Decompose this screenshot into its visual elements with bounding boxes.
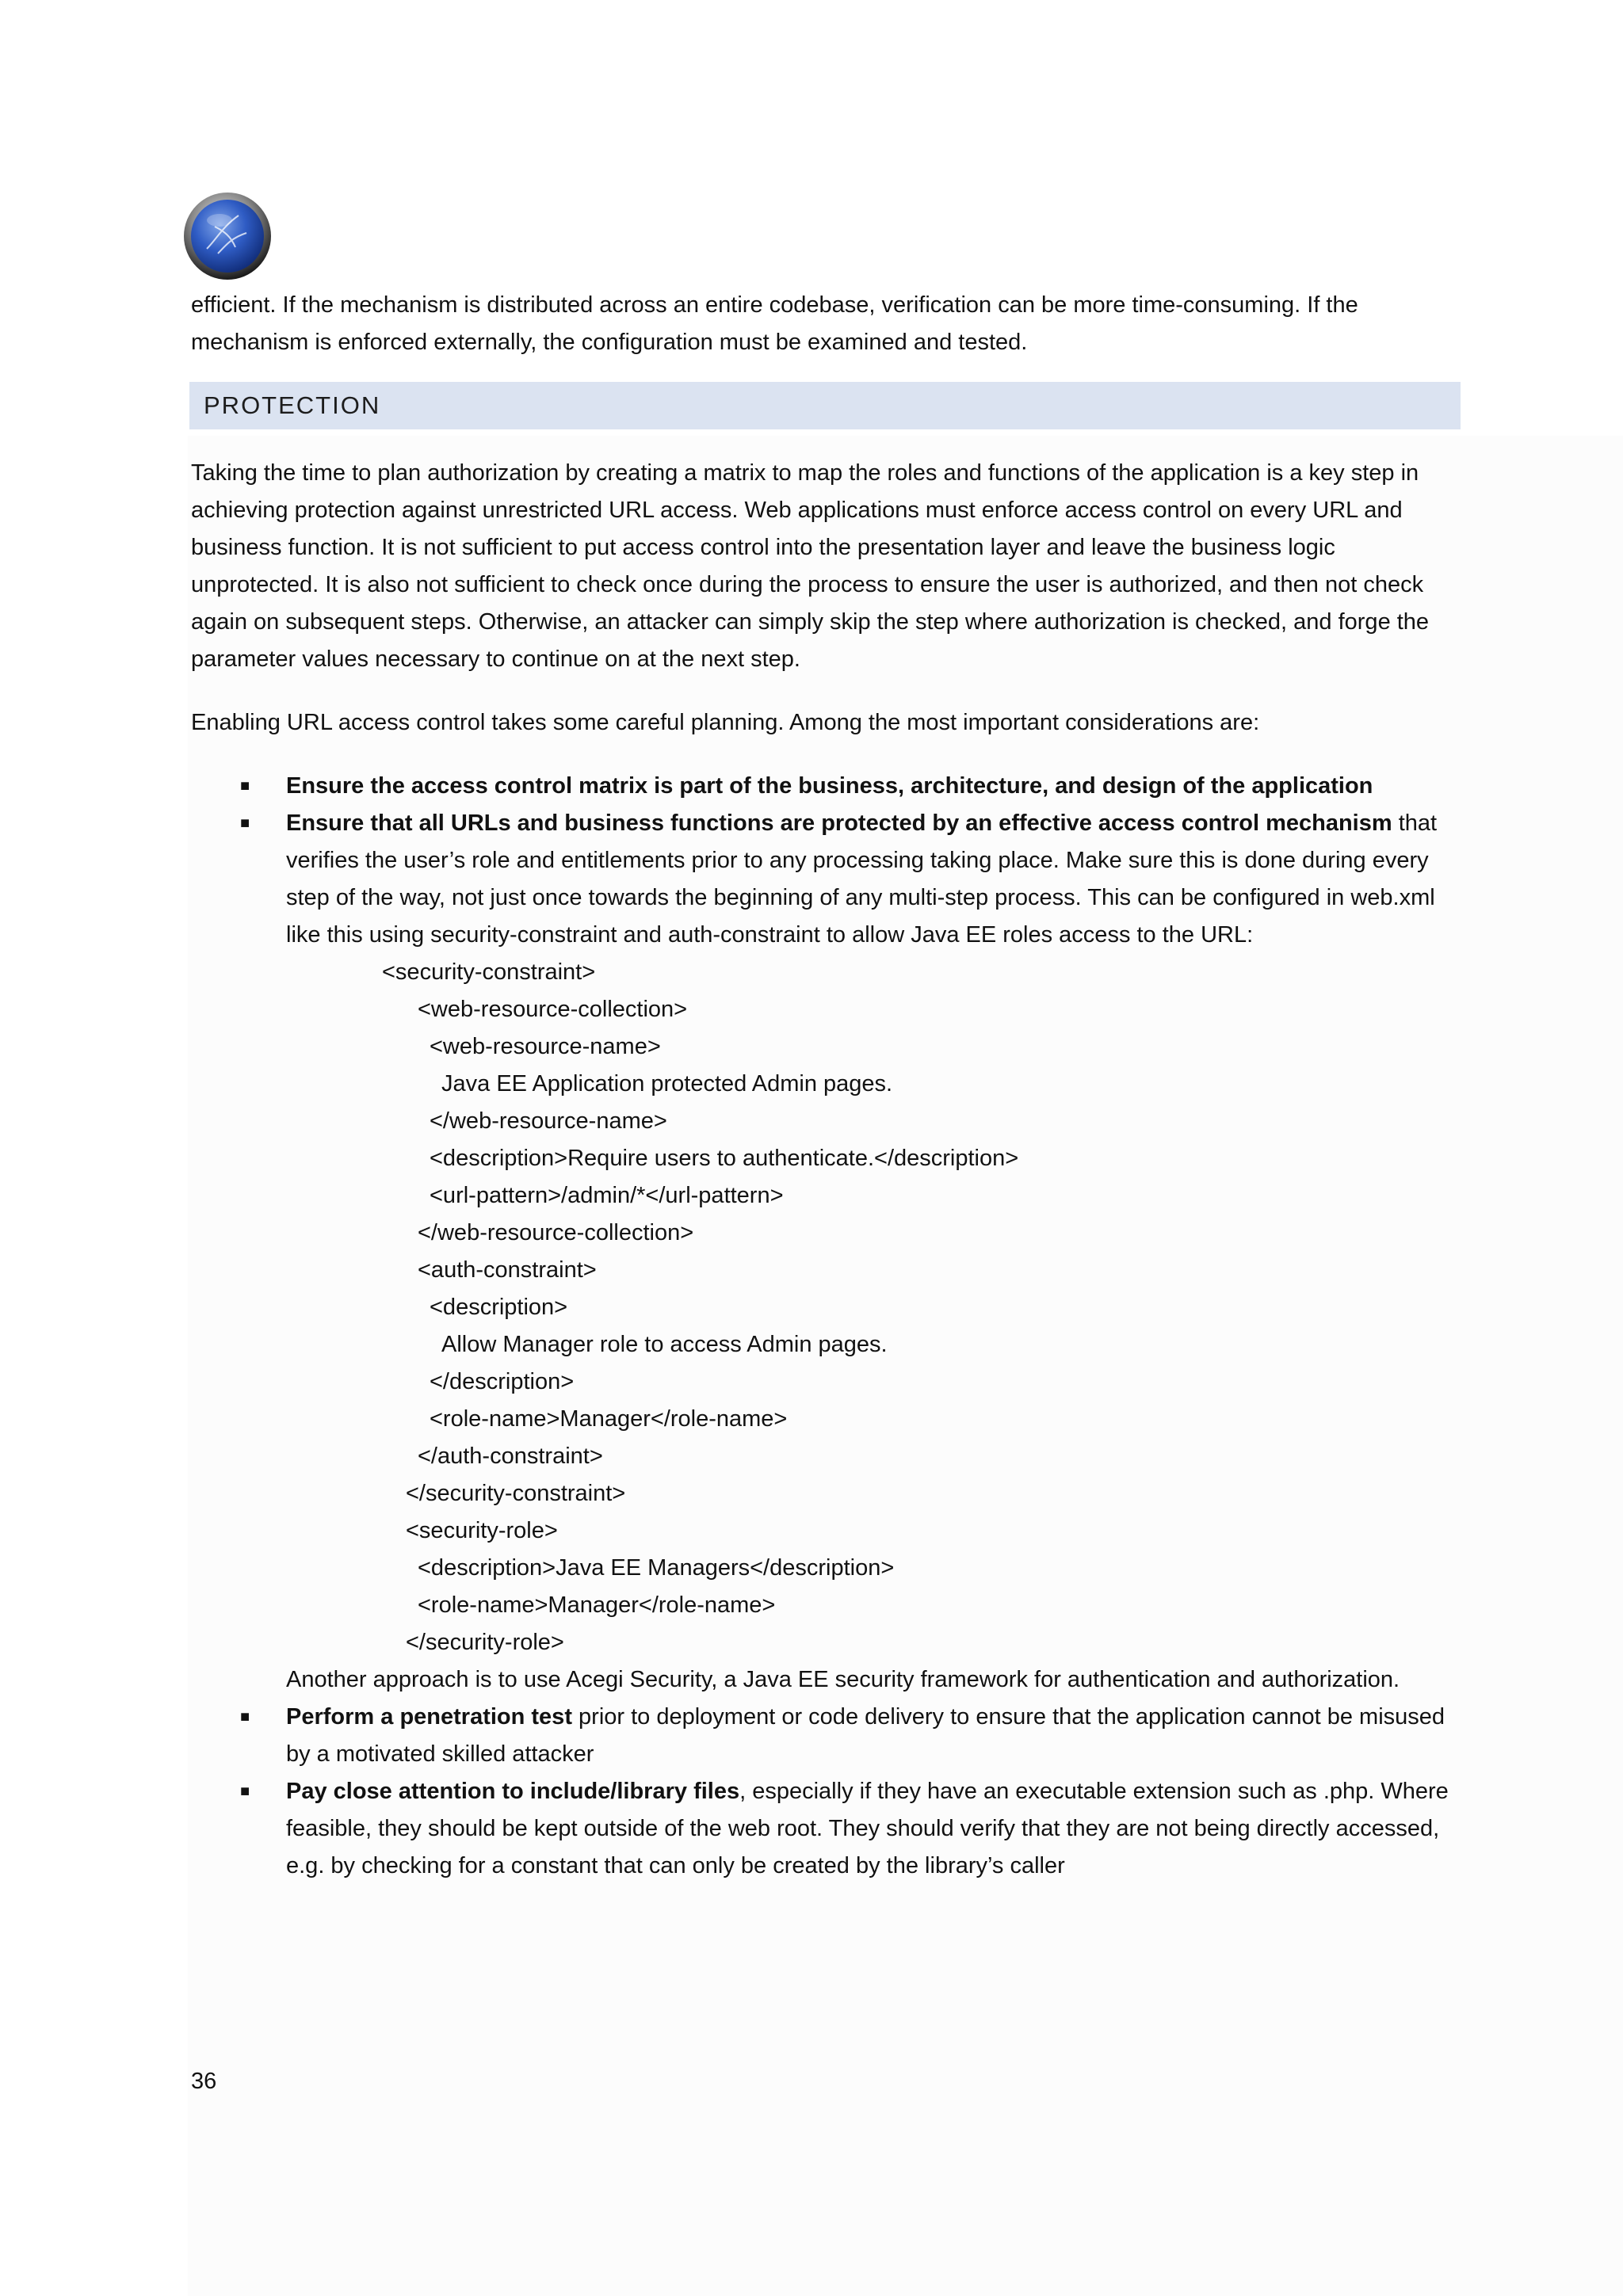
code-line: <security-constraint>: [382, 959, 596, 985]
code-line: Allow Manager role to access Admin pages.: [441, 1332, 888, 1357]
web-xml-code-block: [286, 954, 1451, 1661]
code-line: <security-role>: [406, 1518, 558, 1543]
list-item-text: prior to deployment or code delivery to ensure that the application cannot be misused by a motivated skilled attacker: [286, 1704, 1445, 1767]
code-line: </security-constraint>: [406, 1481, 626, 1506]
code-line: </web-resource-name>: [430, 1108, 667, 1134]
code-line: </description>: [430, 1369, 575, 1394]
list-item: [191, 768, 1451, 805]
list-item: [191, 1699, 1451, 1773]
intro-paragraph: efficient. If the mechanism is distributed across an entire codebase, verification can be more time-consuming. If the mechanism is enforced externally, the configuration must be examined and tested.: [191, 292, 1358, 355]
list-item-text: that verifies the user’s role and entitlements prior to any processing taking place. Make sure this is done during every step of the way, not just once towards the beginning of any multi-step process. This can be configured in web.xml like this using security-constraint and auth-constraint to allow Java EE roles access to the URL:: [286, 810, 1438, 948]
list-item-lead: Pay close attention to include/library files: [286, 1779, 740, 1804]
code-line: <auth-constraint>: [418, 1257, 597, 1283]
code-line: </web-resource-collection>: [418, 1220, 694, 1245]
code-line: </auth-constraint>: [418, 1444, 603, 1469]
code-line: <description>: [430, 1295, 568, 1320]
considerations-list: [191, 768, 1451, 1885]
code-line: <description>Java EE Managers</description>: [418, 1555, 895, 1581]
page-number: 36: [191, 2069, 217, 2094]
code-line: <url-pattern>/admin/*</url-pattern>: [430, 1183, 784, 1208]
protection-paragraph: Taking the time to plan authorization by creating a matrix to map the roles and functions of the application is a key step in achieving protection against unrestricted URL access. Web applications must enforce access control on every URL and business function. It is not sufficient to put access control into the presentation layer and leave the business logic unprotected. It is also not sufficient to check once during the process to ensure the user is authorized, and then not check again on subsequent steps. Otherwise, an attacker can simply skip the step where authorization is checked, and forge the parameter values necessary to continue on at the next step.: [191, 460, 1430, 672]
section-heading: PROTECTION: [189, 382, 1461, 429]
code-line: <web-resource-name>: [430, 1034, 661, 1059]
considerations-intro: Enabling URL access control takes some careful planning. Among the most important considerations are:: [191, 710, 1260, 735]
code-line: Java EE Application protected Admin pages.: [441, 1071, 893, 1097]
document-body: [191, 287, 1451, 1885]
list-item-lead: Ensure that all URLs and business functions are protected by an effective access control mechanism: [286, 810, 1392, 836]
list-item-lead: Perform a penetration test: [286, 1704, 572, 1730]
owasp-wasp-globe-icon: [183, 192, 272, 280]
code-line: <role-name>Manager</role-name>: [430, 1406, 788, 1432]
list-item-after-text: Another approach is to use Acegi Security, a Java EE security framework for authentication and authorization.: [286, 1667, 1400, 1692]
bullet-icon: ■: [240, 1783, 250, 1800]
list-item: [191, 1773, 1451, 1885]
code-line: </security-role>: [406, 1630, 564, 1655]
code-line: <role-name>Manager</role-name>: [418, 1592, 776, 1618]
bullet-icon: ■: [240, 814, 250, 832]
bullet-icon: ■: [240, 777, 250, 795]
bullet-icon: ■: [240, 1708, 250, 1726]
code-line: <description>Require users to authenticate.</description>: [430, 1146, 1019, 1171]
list-item-lead: Ensure the access control matrix is part of the business, architecture, and design of the application: [286, 773, 1373, 799]
list-item: [191, 805, 1451, 1699]
code-line: <web-resource-collection>: [418, 997, 688, 1022]
list-item-text: , especially if they have an executable extension such as .php. Where feasible, they should be kept outside of the web root. They should verify that they are not being directly accessed, e.g. by checking for a constant that can only be created by the library’s caller: [286, 1779, 1449, 1878]
